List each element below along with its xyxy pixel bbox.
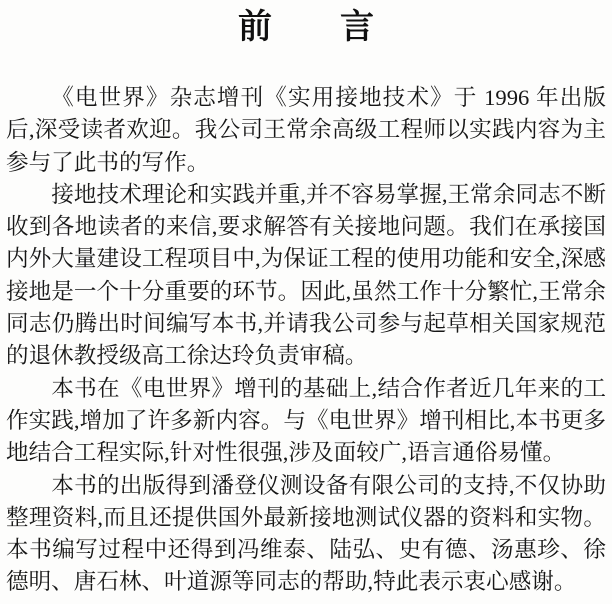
paragraph-book-improvements: 本书在《电世界》增刊的基础上,结合作者近几年来的工作实践,增加了许多新内容。与《电世界》增刊相比,本书更多地结合工程实际,针对性很强,涉及面较广,语言通俗易懂。 (6, 375, 606, 466)
page-title: 前 言 (238, 8, 374, 46)
paragraph-grounding-background: 接地技术理论和实践并重,并不容易掌握,王常余同志不断收到各地读者的来信,要求解答有关接地问题。我们在承接国内外大量建设工程项目中,为保证工程的使用功能和安全,深感接地是一个十分重要的环节。因此,虽然工作十分繁忙,王常余同志仍腾出时间编写本书,并请我公司参与起草相关国家规范的退休教授级高工徐达玲负责审稿。 (6, 181, 606, 369)
paragraph-acknowledgements: 本书的出版得到潘登仪测设备有限公司的支持,不仅协助整理资料,而且还提供国外最新接地测试仪器的资料和实物。本书编写过程中还得到冯维泰、陆弘、史有德、汤惠珍、徐德明、唐石林、叶道源等同志的帮助,特此表示衷心感谢。 (6, 472, 606, 595)
paragraph-publication-history: 《电世界》杂志增刊《实用接地技术》于 1996 年出版后,深受读者欢迎。我公司王常余高级工程师以实践内容为主参与了此书的写作。 (6, 85, 606, 175)
